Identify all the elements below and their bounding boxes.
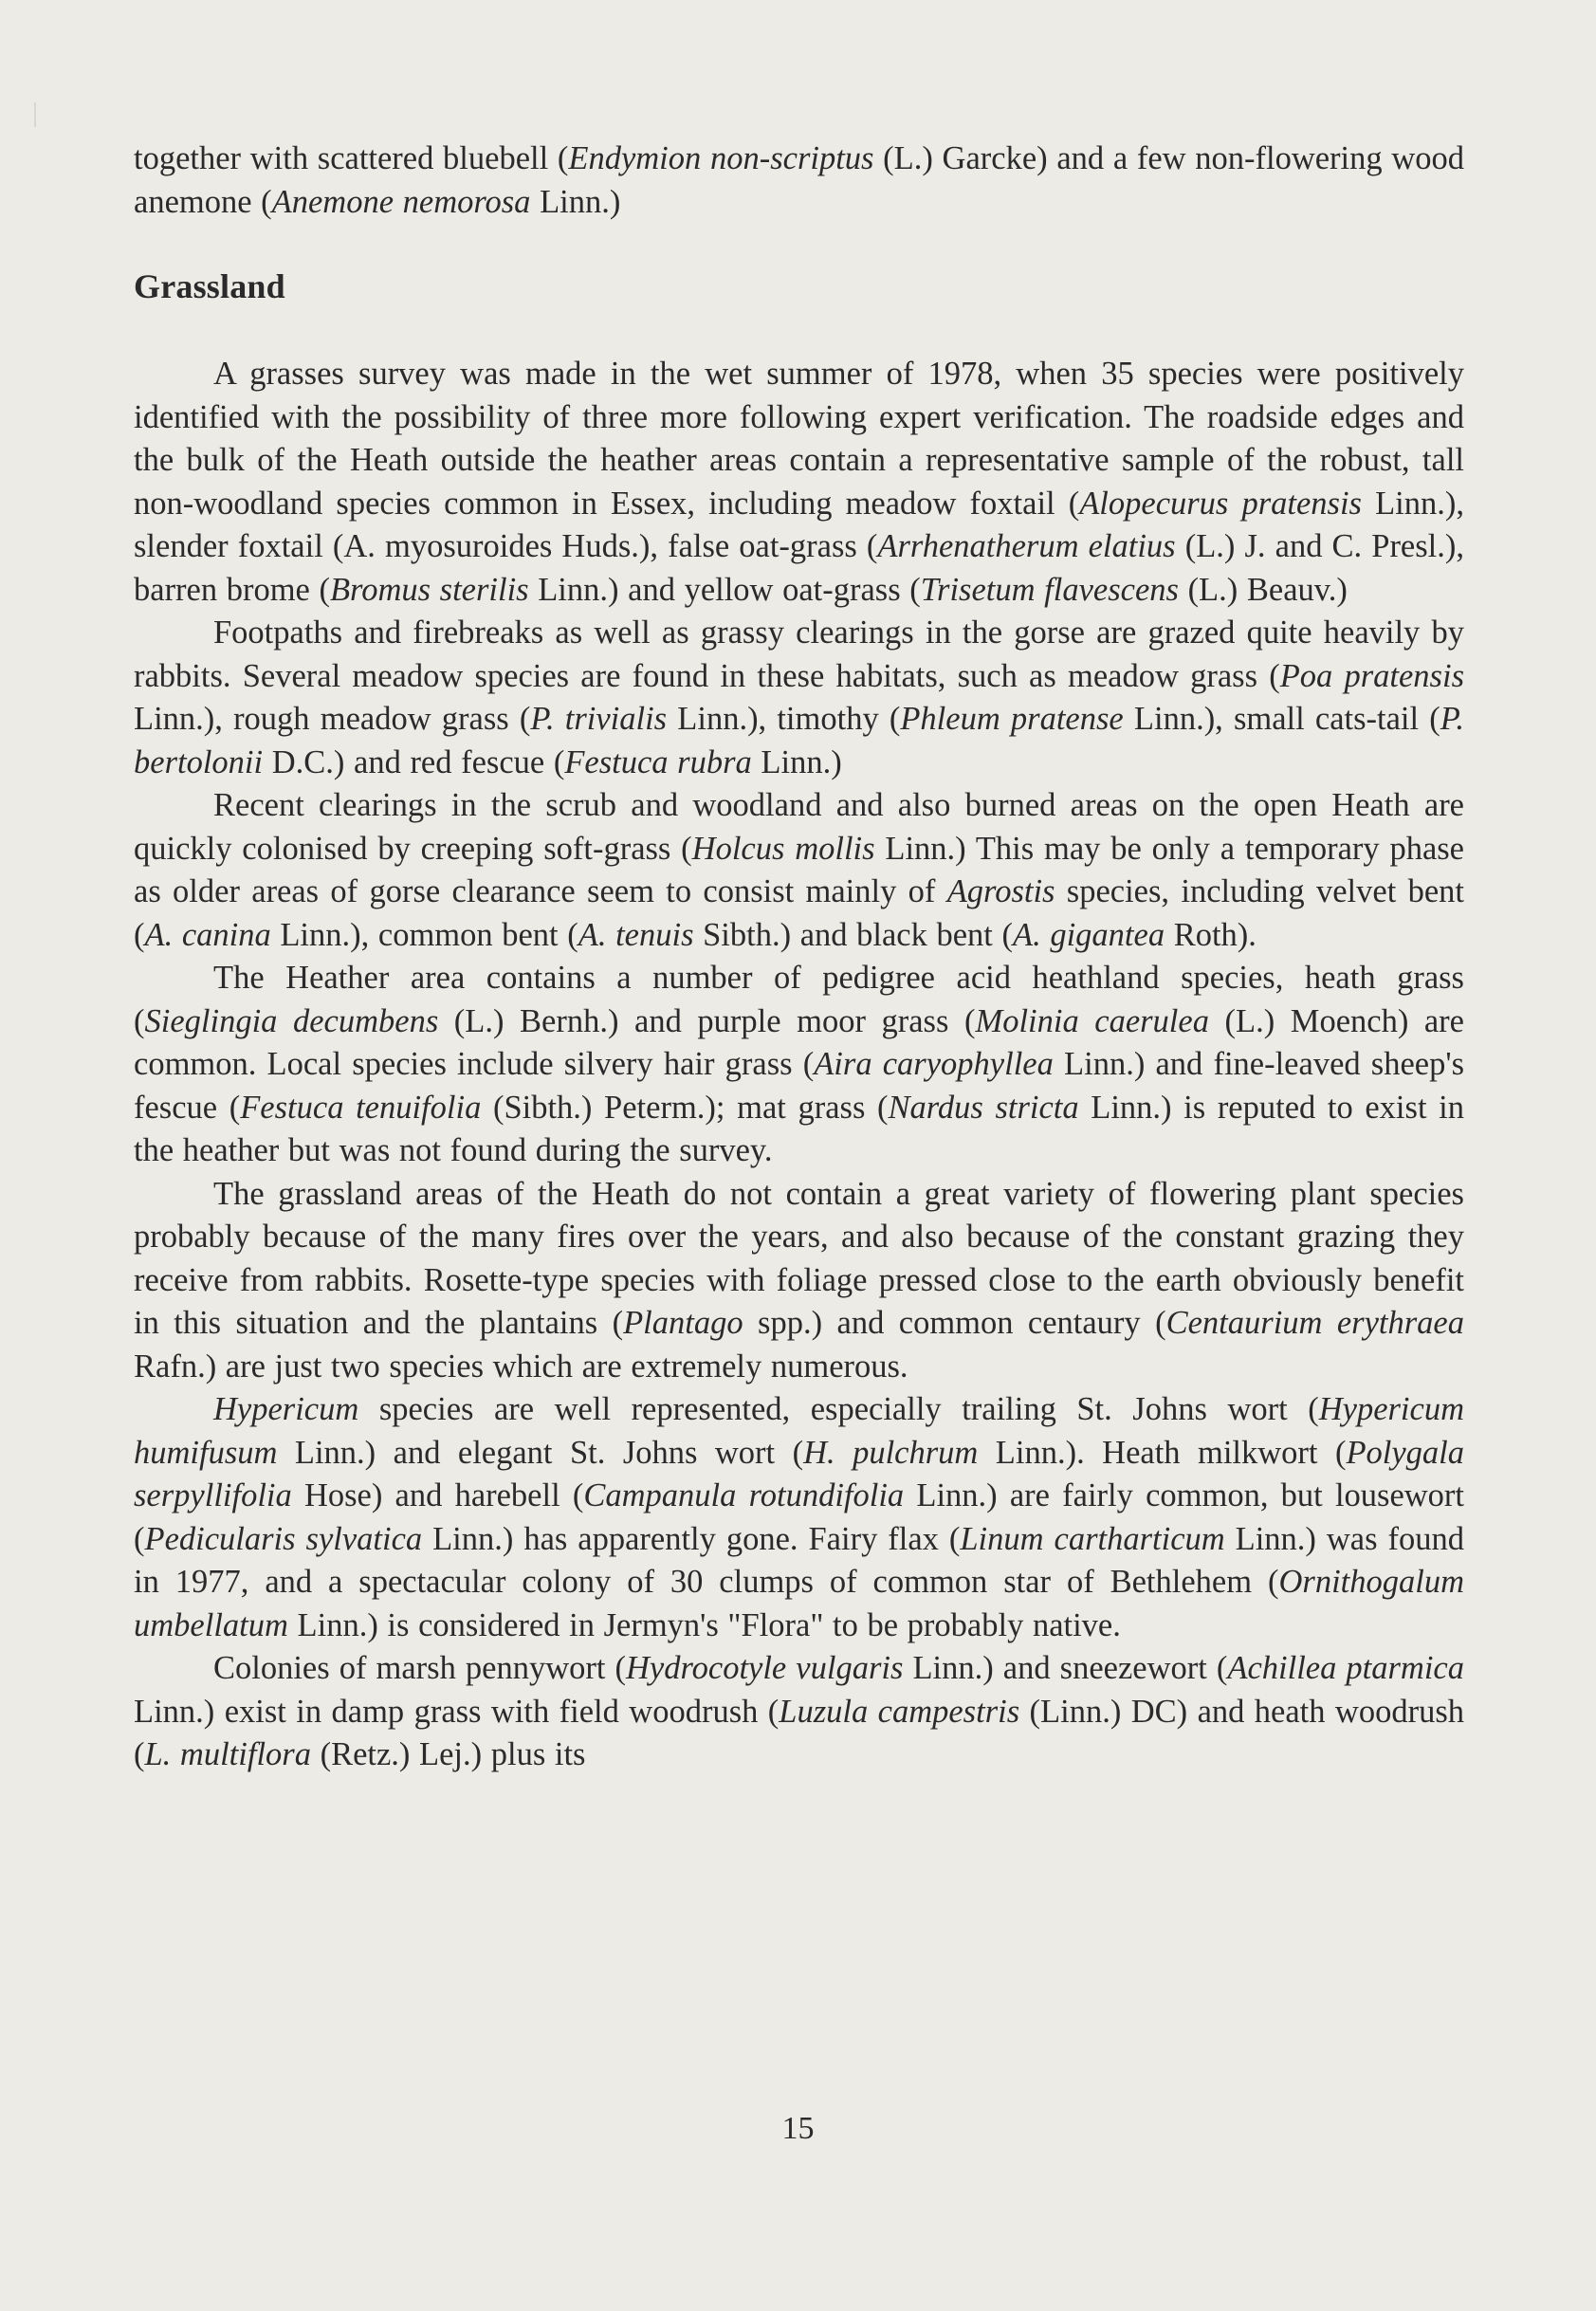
text-run: Linn.) was found in 1977, and a spectacular colony of 30 clumps of common star of Bethlehem (: [134, 1520, 1464, 1600]
text-run: Linn.), timothy (: [667, 701, 901, 737]
text-run: Linn.): [530, 183, 621, 220]
section-heading: Grassland: [134, 267, 285, 305]
text-run: Linn.) and elegant St. Johns wort (: [277, 1434, 804, 1471]
text-run: Footpaths and firebreaks as well as grassy clearings in the gorse are grazed quite heavily by rabbits. Several meadow species are found in these habitats, such as meadow grass (: [134, 614, 1464, 694]
species-name: Hypericum: [213, 1391, 359, 1427]
species-name: Achillea ptarmica: [1227, 1650, 1464, 1686]
text-run: Recent clearings in the scrub and woodland and also burned areas on the open Heath are quickly colonised by creeping soft-grass (: [134, 787, 1464, 867]
species-name: Molinia caerulea: [975, 1002, 1209, 1039]
species-name: Festuca tenuifolia: [240, 1089, 482, 1126]
page-number: 15: [781, 2111, 815, 2146]
text-run: (L.) Moench) are common. Local species include silvery hair grass (: [134, 1002, 1464, 1082]
species-name: Campanula rotundifolia: [583, 1477, 905, 1513]
text-run: D.C.) and red fescue (: [263, 743, 565, 780]
species-name: Holcus mollis: [691, 830, 875, 867]
text-run: Linn.) and yellow oat-grass (: [528, 571, 921, 608]
text-run: Linn.) and fine-leaved sheep's fescue (: [134, 1046, 1464, 1126]
species-name: A. gigantea: [1013, 916, 1165, 953]
species-name: L. multiflora: [144, 1736, 311, 1772]
species-name: Poa pratensis: [1279, 657, 1464, 694]
species-name: P. trivialis: [530, 701, 668, 737]
species-name: Anemone nemorosa: [271, 183, 531, 220]
text-run: Linn.) is reputed to exist in the heather but was not found during the survey.: [134, 1089, 1464, 1168]
text-run: (Sibth.) Peterm.); mat grass (: [481, 1089, 889, 1126]
species-name: Alopecurus pratensis: [1079, 485, 1362, 522]
species-name: Bromus sterilis: [329, 571, 529, 608]
species-name: P. bertolonii: [134, 701, 1465, 780]
text-run: A grasses survey was made in the wet summer of 1978, when 35 species were positively identified with the possibility of three more following expert verification. The roadside edges and the bulk of the Heath outside the heather areas contain a representative sample of the robust, tall non-woodland species common in Essex, including meadow foxtail (: [134, 356, 1464, 522]
text-run: Linn.), slender foxtail (A. myosuroides Huds.), false oat-grass (: [134, 485, 1464, 564]
species-name: Nardus stricta: [888, 1089, 1079, 1126]
species-name: H. pulchrum: [803, 1434, 979, 1471]
species-name: Aira caryophyllea: [814, 1046, 1054, 1082]
paragraph-marsh-pennywort: [134, 1647, 1464, 1777]
text-run: Colonies of marsh pennywort (: [213, 1650, 627, 1686]
species-name: Arrhenatherum elatius: [877, 528, 1176, 564]
species-name: Polygala serpyllifolia: [134, 1434, 1465, 1513]
text-run: together with scattered bluebell (: [134, 140, 569, 176]
text-run: Linn.). Heath milkwort (: [978, 1434, 1347, 1471]
species-name: Plantago: [623, 1305, 743, 1341]
paragraph-footpaths: [134, 612, 1464, 784]
species-name: A. canina: [144, 916, 271, 953]
species-name: Linum cartharticum: [960, 1520, 1225, 1557]
species-name: Sieglingia decumbens: [144, 1002, 439, 1039]
text-run: species are well represented, especially trailing St. Johns wort (: [358, 1391, 1319, 1427]
text-run: Linn.), rough meadow grass (: [134, 701, 531, 737]
species-name: Hydrocotyle vulgaris: [626, 1650, 904, 1686]
species-name: Hypericum humifusum: [134, 1391, 1464, 1471]
species-name: Trisetum flavescens: [920, 571, 1179, 608]
opening-text: [134, 138, 1464, 224]
text-run: Linn.) exist in damp grass with field woodrush (: [134, 1693, 780, 1730]
text-run: Linn.) has apparently gone. Fairy flax (: [422, 1520, 961, 1557]
species-name: Ornithogalum umbellatum: [134, 1564, 1464, 1643]
text-run: Sibth.) and black bent (: [693, 916, 1014, 953]
species-name: Festuca rubra: [564, 743, 752, 780]
paragraph-flowering-plants: [134, 1173, 1464, 1389]
text-run: (L.) Bernh.) and purple moor grass (: [438, 1002, 976, 1039]
paragraph-hypericum: [134, 1388, 1464, 1647]
text-run: The grassland areas of the Heath do not contain a great variety of flowering plant species probably because of the many fires over the years, and also because of the constant grazing they receive from rabbits. Rosette-type species with foliage pressed close to the earth obviously benefit in this situation and the plantains (: [134, 1175, 1464, 1341]
text-run: Roth).: [1165, 916, 1257, 953]
text-run: (Retz.) Lej.) plus its: [310, 1736, 586, 1772]
species-name: Endymion non-scriptus: [568, 140, 874, 176]
text-run: (Linn.) DC) and heath woodrush (: [134, 1693, 1465, 1772]
species-name: Phleum pratense: [900, 701, 1124, 737]
paragraph-grasses-survey: [134, 353, 1464, 612]
text-run: The Heather area contains a number of pedigree acid heathland species, heath grass (: [134, 960, 1464, 1039]
text-run: Linn.), common bent (: [270, 916, 578, 953]
text-run: Linn.) is considered in Jermyn's "Flora" to be probably native.: [287, 1606, 1121, 1643]
paragraph-recent-clearings: [134, 784, 1464, 957]
grassland-body: [134, 353, 1464, 1777]
text-run: spp.) and common centaury (: [743, 1305, 1166, 1341]
text-run: Linn.) This may be only a temporary phase as older areas of gorse clearance seem to consist mainly of: [134, 830, 1464, 909]
paragraph-heather-area: [134, 957, 1464, 1173]
species-name: Agrostis: [946, 873, 1055, 909]
text-run: species, including velvet bent (: [134, 873, 1465, 953]
text-run: (L.) Garcke) and a few non-flowering wood anemone (: [134, 140, 1464, 220]
text-run: (L.) Beauv.): [1178, 571, 1348, 608]
opening-paragraph: [134, 138, 1464, 224]
text-run: Linn.), small cats-tail (: [1123, 701, 1440, 737]
text-run: Rafn.) are just two species which are extremely numerous.: [134, 1348, 908, 1385]
margin-mark: [34, 102, 36, 127]
species-name: A. tenuis: [578, 916, 694, 953]
text-run: Linn.): [751, 743, 842, 780]
species-name: Centaurium erythraea: [1165, 1305, 1464, 1341]
text-run: Linn.) are fairly common, but lousewort (: [134, 1477, 1465, 1557]
text-run: (L.) J. and C. Presl.), barren brome (: [134, 528, 1464, 608]
species-name: Luzula campestris: [779, 1693, 1020, 1730]
text-run: Linn.) and sneezewort (: [903, 1650, 1228, 1686]
species-name: Pedicularis sylvatica: [144, 1520, 423, 1557]
text-run: Hose) and harebell (: [291, 1477, 584, 1513]
